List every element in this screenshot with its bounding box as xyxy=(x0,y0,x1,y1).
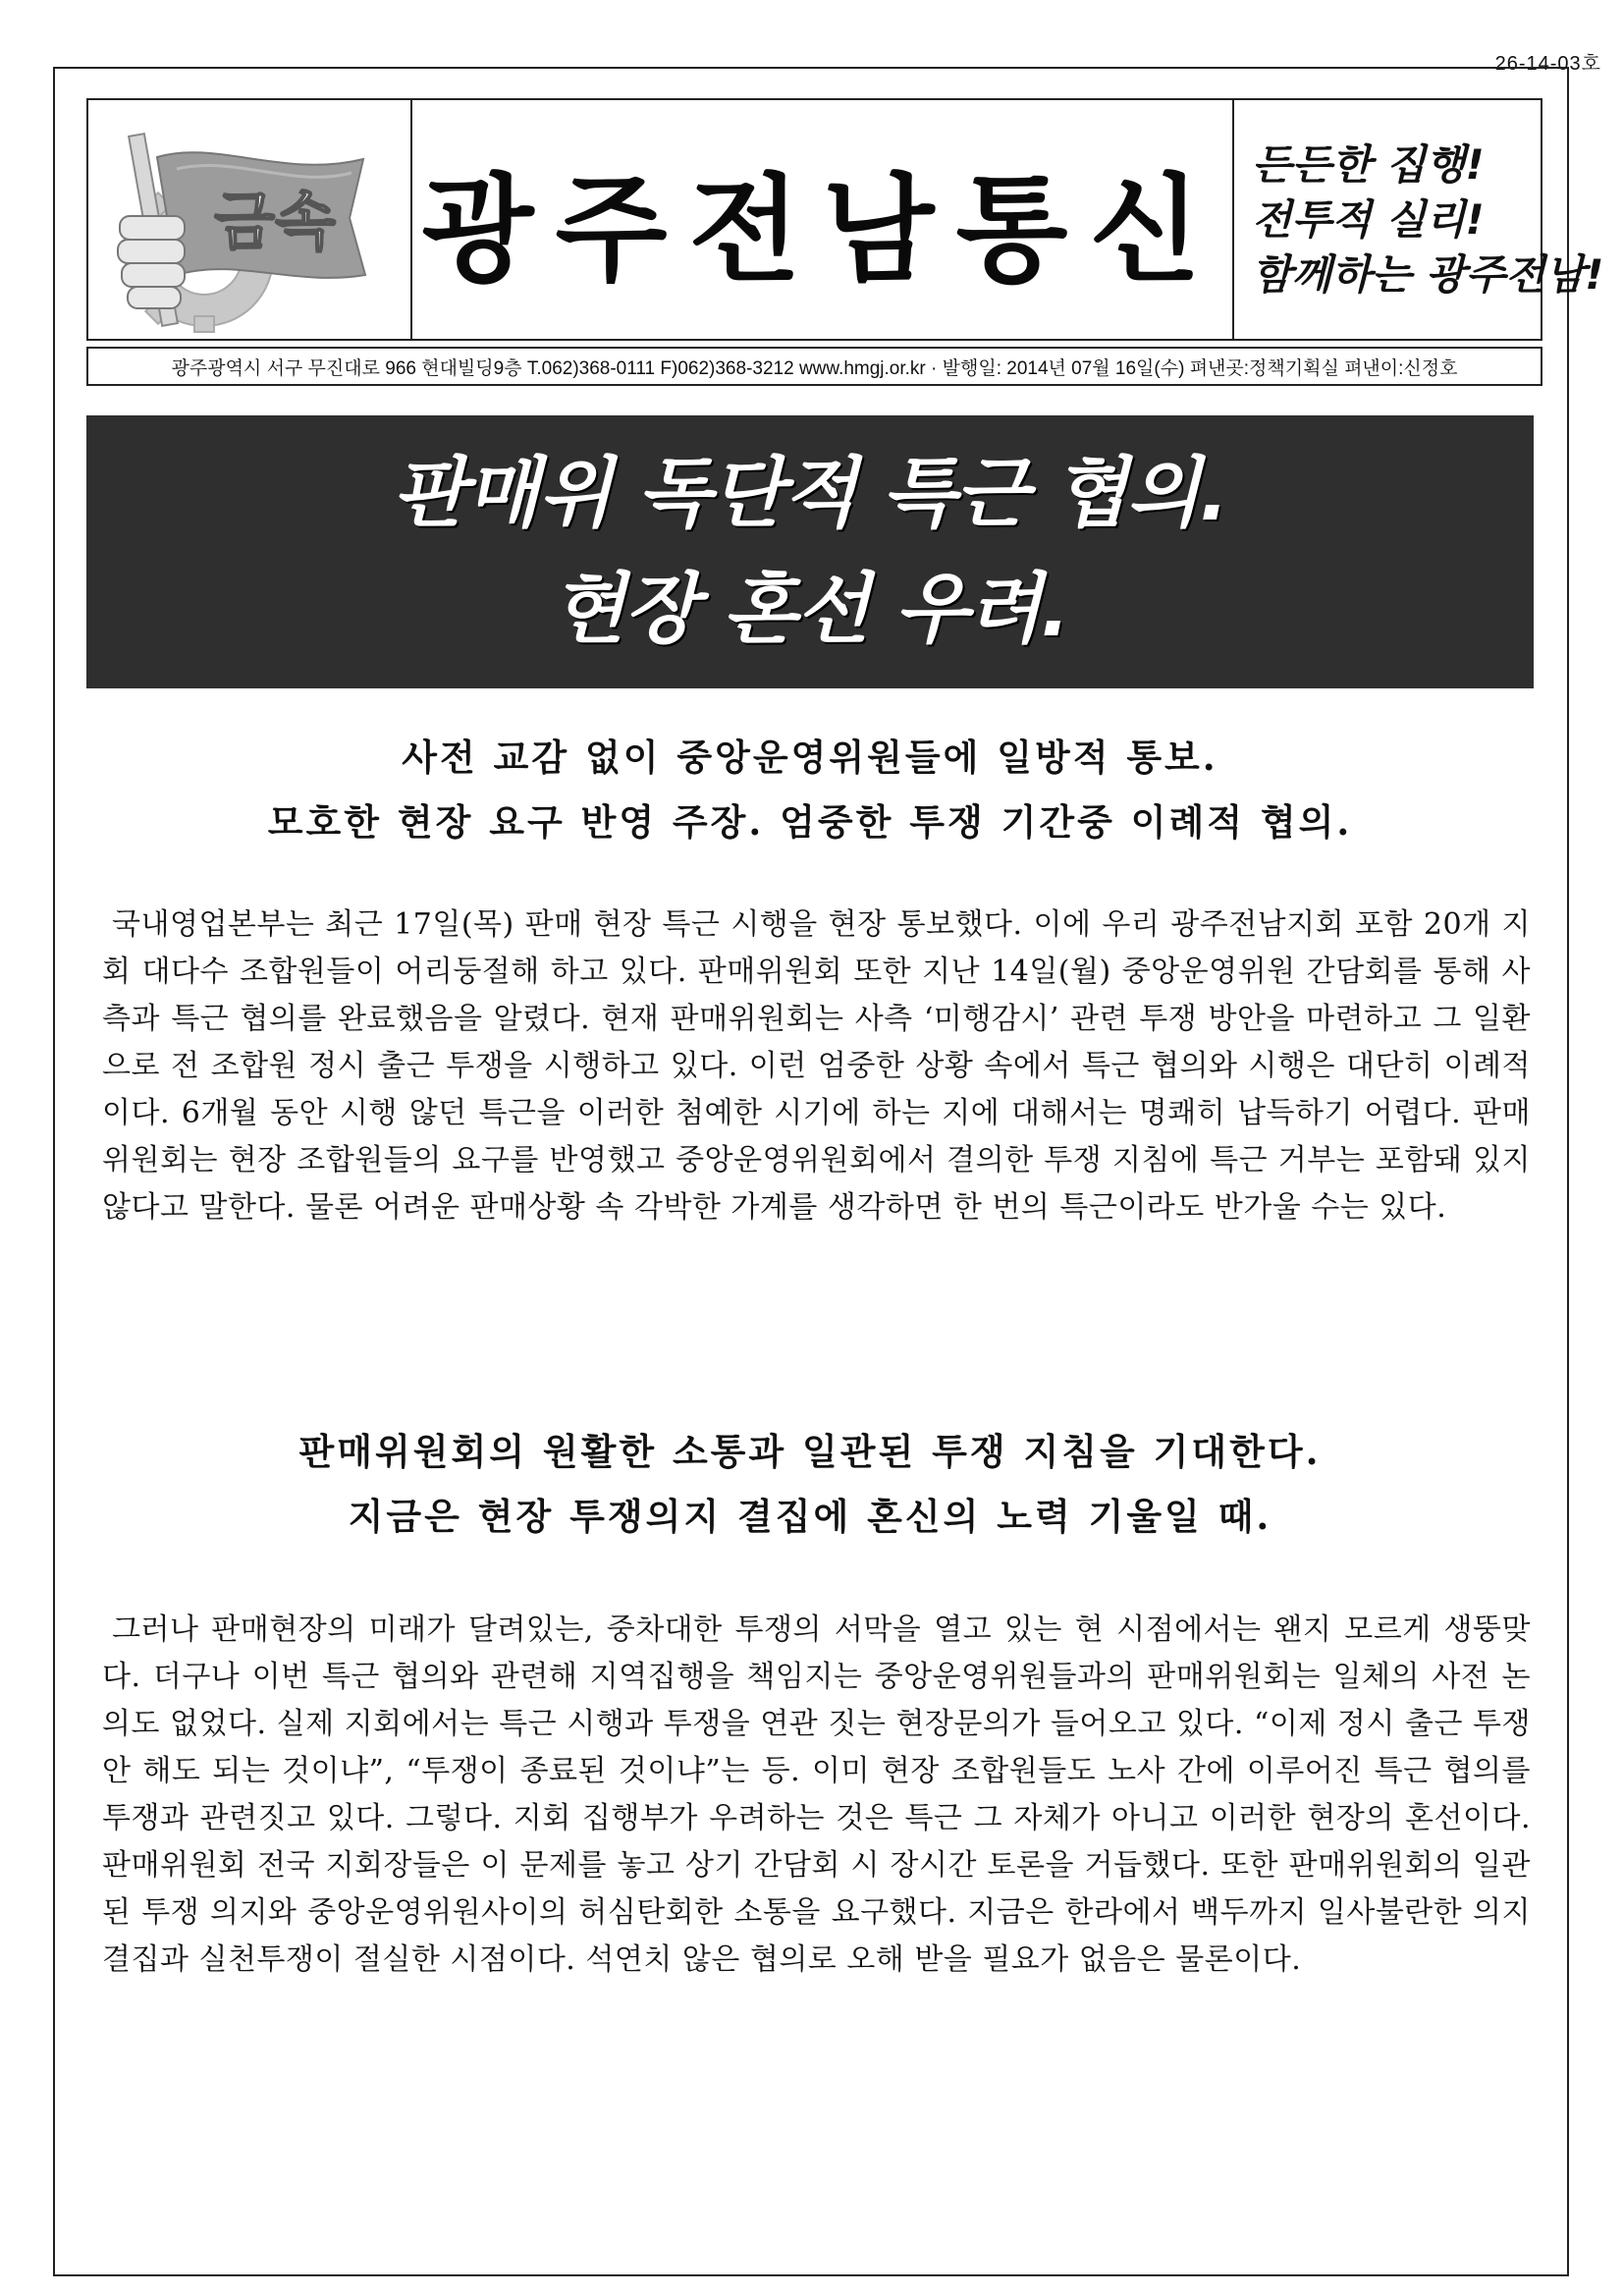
section1-subhead xyxy=(86,725,1534,854)
logo-text: 금속 xyxy=(214,187,336,259)
section1-paragraph: 국내영업본부는 최근 17일(목) 판매 현장 특근 시행을 현장 통보했다. 이에 우리 광주전남지회 포함 20개 지회 대다수 조합원들이 어리둥절해 하고 있다. 판매위원회 또한 지난 14일(월) 중앙운영위원 간담회를 통해 사측과 특근 협의를 완료했음을 알렸다. 현재 판매위원회는 사측 ‘미행감시’ 관련 투쟁 방안을 마련하고 그 일환으로 전 조합원 정시 출근 투쟁을 시행하고 있다. 이런 엄중한 상황 속에서 특근 협의와 시행은 대단히 이례적이다. 6개월 동안 시행 않던 특근을 이러한 첨예한 시기에 하는 지에 대해서는 명쾌히 납득하기 어렵다. 판매위원회는 현장 조합원들의 요구를 반영했고 중앙운영위원회에서 결의한 투쟁 지침에 특근 거부는 포함돼 있지 않다고 말한다. 물론 어려운 판매상황 속 각박한 가계를 생각하면 한 번의 특근이라도 반가울 수는 있다. xyxy=(102,907,1531,1225)
newsletter-title: 광주전남통신 xyxy=(421,161,1223,298)
slogan xyxy=(1234,100,1604,339)
section2-paragraph: 그러나 판매현장의 미래가 달려있는, 중차대한 투쟁의 서막을 열고 있는 현 시점에서는 왠지 모르게 생뚱맞다. 더구나 이번 특근 협의와 관련해 지역집행을 책임지는 중앙운영위원들과의 판매위원회는 일체의 사전 논의도 없었다. 실제 지회에서는 특근 시행과 투쟁을 연관 짓는 현장문의가 들어오고 있다. “이제 정시 출근 투쟁 안 해도 되는 것이냐”, “투쟁이 종료된 것이냐”는 등. 이미 현장 조합원들도 노사 간에 이루어진 특근 협의를 투쟁과 관련짓고 있다. 그렇다. 지회 집행부가 우려하는 것은 특근 그 자체가 아니고 이러한 현장의 혼선이다. 판매위원회 전국 지회장들은 이 문제를 놓고 상기 간담회 시 장시간 토론을 거듭했다. 또한 판매위원회의 일관된 투쟁 의지와 중앙운영위원사이의 허심탄회한 소통을 요구했다. 지금은 한라에서 백두까지 일사불란한 의지 결집과 실천투쟁이 절실한 시점이다. 석연치 않은 협의로 오해 받을 필요가 없음은 물론이다. xyxy=(102,1613,1531,1977)
section2-subhead-line-2: 지금은 현장 투쟁의지 결집에 혼신의 노력 기울일 때. xyxy=(348,1495,1272,1538)
flag-fist-logo-icon xyxy=(88,100,408,339)
union-logo xyxy=(88,100,412,339)
section1-subhead-line-2: 모호한 현장 요구 반영 주장. 엄중한 투쟁 기간중 이례적 협의. xyxy=(267,800,1353,844)
headline-banner xyxy=(86,415,1534,688)
section2-subhead xyxy=(86,1419,1534,1549)
headline-line-2: 현장 혼선 우려. xyxy=(551,566,1069,654)
section2-subhead-line-1: 판매위원회의 원활한 소통과 일관된 투쟁 지침을 기대한다. xyxy=(298,1430,1322,1473)
issue-number: 26-14-03호 xyxy=(1494,53,1601,75)
slogan-line-3: 함께하는 광주전남! xyxy=(1252,249,1604,299)
section1-subhead-line-1: 사전 교감 없이 중앙운영위원들에 일방적 통보. xyxy=(402,736,1218,779)
publication-info-bar: 광주광역시 서구 무진대로 966 현대빌딩9층 T.062)368-0111 F)062)368-3212 www.hmgj.or.kr · 발행일: 2014년 07월 16일(수) 펴낸곳:정책기획실 펴낸이:신정호 xyxy=(86,347,1542,386)
section1-body xyxy=(102,902,1531,1231)
headline-line-1: 판매위 독단적 특근 협의. xyxy=(392,450,1228,538)
slogan-line-2: 전투적 실리! xyxy=(1252,194,1485,244)
newsletter-title-cell xyxy=(412,100,1234,339)
slogan-line-1: 든든한 집행! xyxy=(1252,139,1485,189)
section2-body xyxy=(102,1607,1531,1984)
masthead xyxy=(86,98,1604,341)
